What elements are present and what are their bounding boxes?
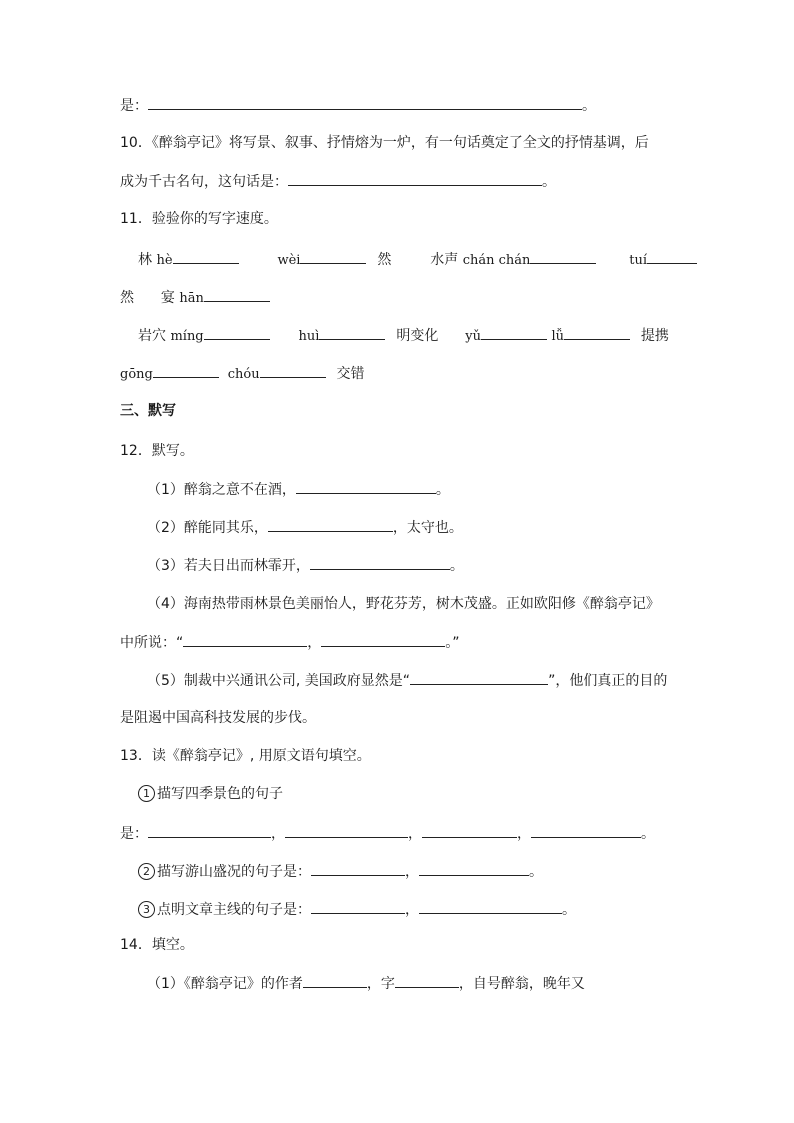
q13-c2-num: 2 xyxy=(138,863,155,880)
q10-lead: 成为千古名句，这句话是： xyxy=(120,174,288,190)
q12-i1-blank[interactable] xyxy=(296,479,436,494)
q12-item3 xyxy=(147,555,464,575)
q11-lin: 林 xyxy=(138,252,152,268)
pinyin-chanchan: chán chán xyxy=(462,253,531,268)
q12-i5-lead: （5）制裁中兴通讯公司, 美国政府显然是“ xyxy=(147,673,411,689)
q14-i1-end: ，自号醉翁，晚年又 xyxy=(458,976,585,992)
q13-c2-blank2[interactable] xyxy=(419,861,529,876)
q14-zi-blank[interactable] xyxy=(395,973,459,988)
blank-han[interactable] xyxy=(204,287,270,302)
q11-mingbianhua: 明变化 xyxy=(396,328,439,344)
q12-i5-end: ”，他们真正的目的 xyxy=(548,673,668,689)
blank-he[interactable] xyxy=(173,249,239,264)
section-heading: 三、默写 xyxy=(120,403,176,419)
q11-yan: 宴 xyxy=(160,290,175,306)
blank-tui[interactable] xyxy=(647,249,697,264)
pinyin-wei: wèi xyxy=(277,253,301,268)
q13-c1-blank2[interactable] xyxy=(285,823,408,838)
comma: ， xyxy=(405,902,419,918)
q11-row2 xyxy=(120,287,270,307)
q13-c1-num: 1 xyxy=(138,785,155,802)
q13-c3-blank1[interactable] xyxy=(311,899,405,914)
pinyin-lv: lǚ xyxy=(551,329,564,344)
q12-item4-line2 xyxy=(120,632,460,652)
period: 。 xyxy=(529,864,543,880)
blank-chou[interactable] xyxy=(260,363,326,378)
pinyin-hui: huì xyxy=(298,329,320,344)
q12-i1-lead: （1）醉翁之意不在酒， xyxy=(147,482,296,498)
q12-title: 12．默写。 xyxy=(120,443,194,459)
q13-c3-blank2[interactable] xyxy=(419,899,562,914)
q14-i1-lead: （1）《醉翁亭记》的作者 xyxy=(147,976,303,992)
pinyin-yu: yǔ xyxy=(465,329,481,344)
q13-c2-text: 描写游山盛况的句子是： xyxy=(157,864,311,880)
period: 。 xyxy=(562,902,576,918)
q14-i1-mid: ，字 xyxy=(366,976,395,992)
q13-c3-text: 点明文章主线的句子是： xyxy=(157,902,311,918)
comma: ， xyxy=(405,864,419,880)
q11-ran2: 然 xyxy=(120,290,134,306)
q12-i4-blank1[interactable] xyxy=(183,632,307,647)
q11-row1 xyxy=(138,249,697,269)
blank-yu[interactable] xyxy=(481,325,547,340)
q10-line1: 10．《醉翁亭记》将写景、叙事、抒情熔为一炉，有一句话奠定了全文的抒情基调，后 xyxy=(120,135,649,151)
q12-item2 xyxy=(147,517,463,537)
q13-item1 xyxy=(138,784,283,804)
q12-i1-end: 。 xyxy=(435,482,450,498)
blank-lv[interactable] xyxy=(564,325,630,340)
q9-blank[interactable] xyxy=(148,95,582,110)
period: 。 xyxy=(641,826,655,842)
q13-c1-blank4[interactable] xyxy=(531,823,641,838)
pinyin-han: hān xyxy=(179,291,204,306)
blank-chanchan[interactable] xyxy=(530,249,596,264)
q11-yanxue: 岩穴 xyxy=(138,328,166,344)
comma: ， xyxy=(408,826,422,842)
q12-item4-line1: （4）海南热带雨林景色美丽怡人，野花芬芳，树木茂盛。正如欧阳修《醉翁亭记》 xyxy=(147,596,660,612)
q13-c2-blank1[interactable] xyxy=(311,861,405,876)
q9-answer-line xyxy=(120,95,596,115)
q13-item3 xyxy=(138,899,576,919)
q13-c3-num: 3 xyxy=(138,901,155,918)
q12-i2-end: ，太守也。 xyxy=(392,520,463,536)
q11-title: 11．验验你的写字速度。 xyxy=(120,211,278,227)
q14-title: 14．填空。 xyxy=(120,937,194,953)
q14-author-blank[interactable] xyxy=(303,973,367,988)
q12-i4-comma: ， xyxy=(307,635,322,651)
q14-item1 xyxy=(147,973,585,993)
q9-end: 。 xyxy=(582,98,596,114)
q9-lead: 是： xyxy=(120,98,148,114)
q10-blank[interactable] xyxy=(288,171,542,186)
q13-item1-answers xyxy=(120,823,655,843)
q12-i3-end: 。 xyxy=(449,558,464,574)
pinyin-chou: chóu xyxy=(227,367,260,382)
blank-gong[interactable] xyxy=(153,363,219,378)
q12-i3-lead: （3）若夫日出而林霏开， xyxy=(147,558,310,574)
q13-c1-text: 描写四季景色的句子 xyxy=(157,786,283,802)
q12-i4-blank2[interactable] xyxy=(321,632,445,647)
pinyin-tui: tuí xyxy=(629,253,648,268)
q13-title: 13．读《醉翁亭记》, 用原文语句填空。 xyxy=(120,748,371,764)
blank-wei[interactable] xyxy=(300,249,366,264)
blank-hui[interactable] xyxy=(319,325,385,340)
comma: ， xyxy=(517,826,531,842)
q12-i2-lead: （2）醉能同其乐， xyxy=(147,520,268,536)
q11-row4 xyxy=(120,363,365,383)
q11-tixie: 提携 xyxy=(640,328,669,344)
q13-item2 xyxy=(138,861,543,881)
q12-i4-end: 。” xyxy=(445,635,460,651)
q11-jiaocuo: 交错 xyxy=(336,366,365,382)
q12-i5-blank[interactable] xyxy=(410,670,548,685)
q12-i4-lead: 中所说：“ xyxy=(120,635,184,651)
q13-c1-blank1[interactable] xyxy=(148,823,271,838)
pinyin-he: hè xyxy=(156,253,173,268)
q11-shuisheng: 水声 xyxy=(430,252,459,268)
q10-end: 。 xyxy=(542,174,556,190)
q12-item1 xyxy=(147,479,450,499)
comma: ， xyxy=(271,826,285,842)
pinyin-gong: gōng xyxy=(120,367,153,382)
blank-ming[interactable] xyxy=(204,325,270,340)
pinyin-ming: míng xyxy=(170,329,204,344)
q10-line2 xyxy=(120,171,556,191)
q13-c1-lead: 是： xyxy=(120,826,148,842)
q12-item5-line1 xyxy=(147,670,667,690)
q12-item5-line2: 是阻遏中国高科技发展的步伐。 xyxy=(120,710,316,726)
q12-i2-blank[interactable] xyxy=(268,517,393,532)
q12-i3-blank[interactable] xyxy=(310,555,450,570)
q11-ran: 然 xyxy=(377,252,392,268)
q13-c1-blank3[interactable] xyxy=(422,823,517,838)
q11-row3 xyxy=(138,325,669,345)
